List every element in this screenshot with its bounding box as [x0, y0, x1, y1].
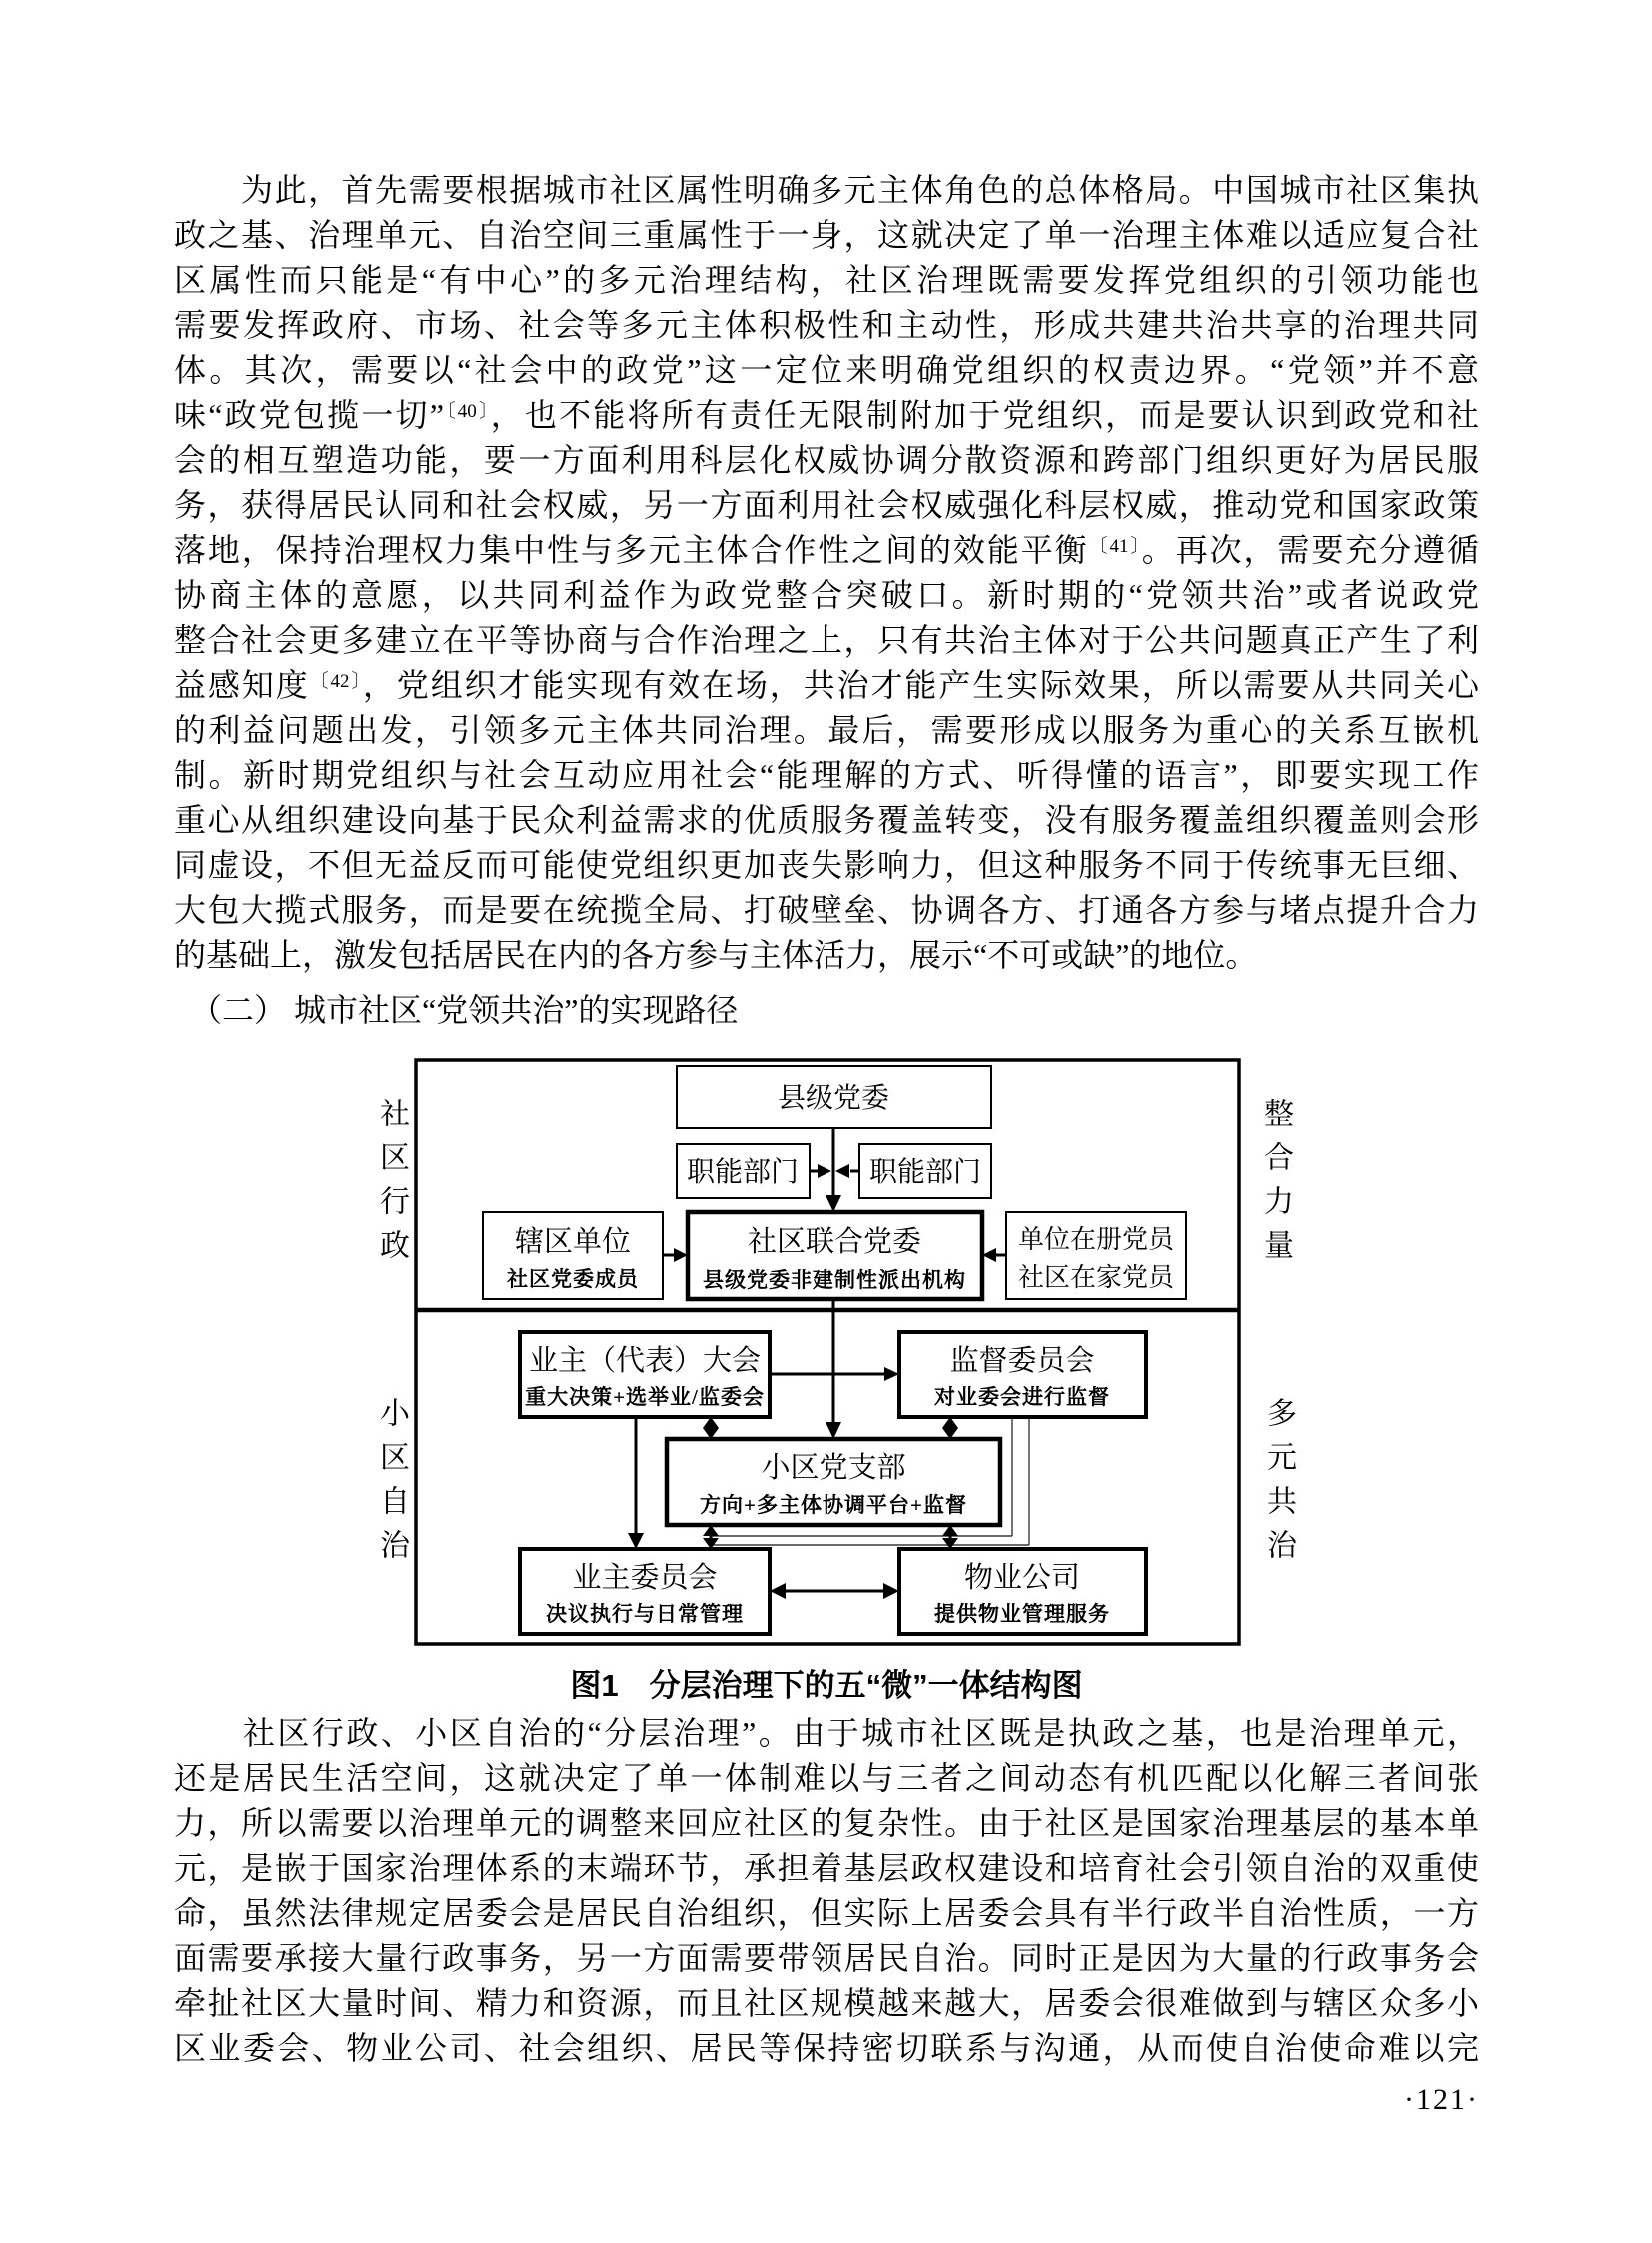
box-supervisory-committee-title: 监督委员会 [949, 1345, 1095, 1377]
box-registered-members [1006, 1212, 1186, 1299]
text-line: 的利益问题出发，引领多元主体共同治理。最后，需要形成以服务为重心的关系互嵌机 [174, 712, 1479, 748]
side-label-integration-force: 整合力量 [1259, 1098, 1292, 1273]
box-supervisory-committee-subtitle: 对业委会进行监督 [934, 1385, 1110, 1409]
box-community-party-branch-title: 小区党支部 [761, 1452, 906, 1484]
text-line: 力，所以需要以治理单元的调整来回应社区的复杂性。由于社区是国家治理基层的基本单 [174, 1805, 1479, 1841]
paragraph-2 [174, 1711, 1479, 2071]
text-line: 体。其次，需要以“社会中的政党”这一定位来明确党组织的权责边界。“党领”并不意 [174, 352, 1479, 388]
box-owners-congress-subtitle: 重大决策+选举业/监委会 [525, 1385, 765, 1409]
text-line: 味“政党包揽一切”$^{〔40〕}$，也不能将所有责任无限制附加于党组织，而是要认识到政党和社 [174, 397, 1479, 433]
box-joint-committee-subtitle: 县级党委非建制性派出机构 [703, 1268, 966, 1292]
citation-superscript: 〔40〕 [443, 401, 491, 422]
box-dept-right-title: 职能部门 [868, 1157, 982, 1188]
text-line: 重心从组织建设向基于民众利益需求的优质服务覆盖转变，没有服务覆盖组织覆盖则会形 [174, 802, 1479, 838]
box-county-committee [677, 1066, 991, 1128]
box-community-party-branch-subtitle: 方向+多主体协调平台+监督 [700, 1493, 967, 1517]
box-owners-congress [520, 1332, 770, 1417]
figure-caption: 图1 分层治理下的五“微”一体结构图 [570, 1668, 1083, 1703]
paragraph-1 [174, 168, 1479, 978]
box-district-units [483, 1212, 663, 1299]
box-dept-left-title: 职能部门 [686, 1157, 800, 1188]
text-line: 元，是嵌于国家治理体系的末端环节，承担着基层政权建设和培育社会引领自治的双重使 [174, 1850, 1479, 1886]
box-community-party-branch [667, 1439, 1000, 1525]
text-line: 政之基、治理单元、自治空间三重属性于一身，这就决定了单一治理主体难以适应复合社 [174, 217, 1479, 253]
box-supervisory-committee [899, 1332, 1146, 1417]
side-label-neighborhood-autonomy: 小区自治 [375, 1397, 408, 1573]
text-line: 的基础上，激发包括居民在内的各方参与主体活力，展示“不可或缺”的地位。 [174, 937, 1258, 973]
box-dept-right [859, 1144, 991, 1198]
text-line: 整合社会更多建立在平等协商与合作治理之上，只有共治主体对于公共问题真正产生了利 [174, 622, 1479, 658]
box-registered-members-line1: 单位在册党员 [1017, 1225, 1175, 1254]
citation-superscript: 〔41〕 [1088, 536, 1142, 557]
text-line: 面需要承接大量行政事务，另一方面需要带领居民自治。同时正是因为大量的行政事务会 [174, 1940, 1479, 1976]
box-district-units-title: 辖区单位 [514, 1226, 632, 1258]
box-property-company [899, 1549, 1146, 1634]
text-line: 区业委会、物业公司、社会组织、居民等保持密切联系与沟通，从而使自治使命难以完 [174, 2030, 1479, 2066]
box-district-units-subtitle: 社区党委成员 [507, 1267, 639, 1291]
text-line: 还是居民生活空间，这就决定了单一体制难以与三者之间动态有机匹配以化解三者间张 [174, 1760, 1479, 1796]
box-owners-committee-subtitle: 决议执行与日常管理 [546, 1602, 744, 1626]
text-line: 牵扯社区大量时间、精力和资源，而且社区规模越来越大，居委会很难做到与辖区众多小 [174, 1985, 1479, 2021]
text-line: 区属性而只能是“有中心”的多元治理结构，社区治理既需要发挥党组织的引领功能也 [174, 262, 1479, 298]
text-line: 大包大揽式服务，而是要在统揽全局、打破壁垒、协调各方、打通各方参与堵点提升合力 [174, 892, 1479, 928]
citation-superscript: 〔42〕 [309, 671, 363, 692]
side-label-community-administration: 社区行政 [375, 1098, 408, 1273]
box-county-committee-title: 县级党委 [777, 1083, 890, 1114]
text-line: 同虚设，不但无益反而可能使党组织更加丧失影响力，但这种服务不同于传统事无巨细、 [174, 847, 1479, 883]
box-owners-committee-title: 业主委员会 [572, 1562, 718, 1594]
text-line: 社区行政、小区自治的“分层治理”。由于城市社区既是执政之基，也是治理单元， [174, 1715, 1479, 1751]
box-property-company-title: 物业公司 [963, 1562, 1081, 1594]
text-line: 制。新时期党组织与社会互动应用社会“能理解的方式、听得懂的语言”，即要实现工作 [174, 757, 1479, 793]
text-line: 益感知度$^{〔42〕}$，党组织才能实现有效在场，共治才能产生实际效果，所以需要从共同关心 [174, 667, 1479, 703]
page-number: ·121· [1404, 2083, 1479, 2116]
side-label-plural-cogovernance: 多元共治 [1262, 1397, 1295, 1573]
text-line: 命，虽然法律规定居委会是居民自治组织，但实际上居委会具有半行政半自治性质，一方 [174, 1895, 1479, 1931]
box-owners-committee [520, 1549, 770, 1634]
box-joint-committee-title: 社区联合党委 [747, 1226, 922, 1258]
text-line: 需要发挥政府、市场、社会等多元主体积极性和主动性，形成共建共治共享的治理共同 [174, 307, 1479, 343]
box-owners-congress-title: 业主（代表）大会 [528, 1345, 762, 1377]
box-joint-committee [688, 1212, 982, 1299]
box-dept-left [677, 1144, 810, 1198]
box-registered-members-line2: 社区在家党员 [1017, 1263, 1175, 1292]
text-line: 协商主体的意愿，以共同利益作为政党整合突破口。新时期的“党领共治”或者说政党 [174, 577, 1479, 613]
text-line: 会的相互塑造功能，要一方面利用科层化权威协调分散资源和跨部门组织更好为居民服 [174, 442, 1479, 478]
subsection-heading: （二） 城市社区“党领共治”的实现路径 [174, 992, 739, 1028]
text-line: 落地，保持治理权力集中性与多元主体合作性之间的效能平衡$^{〔41〕}$。再次，需要充分遵循 [174, 532, 1479, 568]
text-line: 务，获得居民认同和社会权威，另一方面利用社会权威强化科层权威，推动党和国家政策 [174, 487, 1479, 523]
text-line: 为此，首先需要根据城市社区属性明确多元主体角色的总体格局。中国城市社区集执 [174, 172, 1479, 208]
box-property-company-subtitle: 提供物业管理服务 [934, 1602, 1110, 1626]
